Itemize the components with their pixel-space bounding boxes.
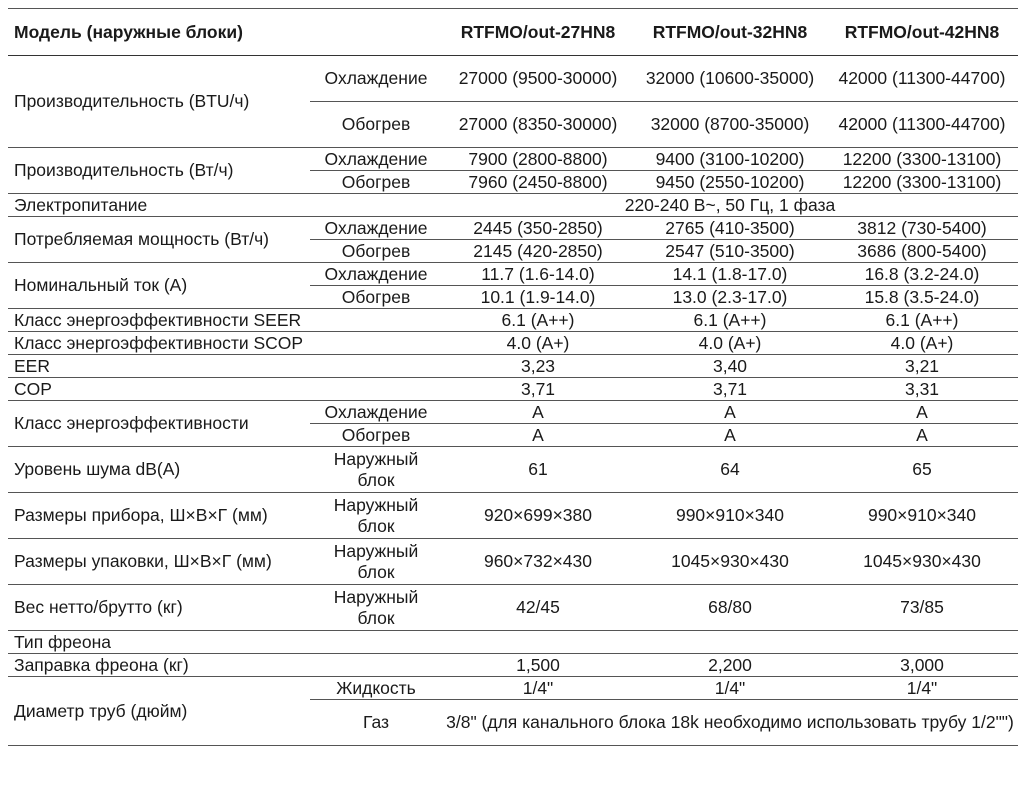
- table-row: [8, 631, 1018, 654]
- row-label-seer: Класс энергоэффективности SEER: [14, 309, 302, 330]
- value-cell: 4.0 (А+): [698, 332, 762, 353]
- spec-table: [8, 8, 1018, 746]
- value-cell: 27000 (9500-30000): [458, 68, 618, 88]
- value-cell: 13.0 (2.3-17.0): [672, 286, 788, 307]
- mode-label: Охлаждение: [324, 68, 428, 88]
- model-header: Модель (наружные блоки): [14, 21, 243, 42]
- header-row: [8, 9, 1018, 56]
- value-cell: 1/4": [906, 677, 938, 698]
- value-cell: 73/85: [900, 597, 944, 617]
- table-row: [8, 401, 1018, 424]
- value-cell: 6.1 (А++): [501, 309, 575, 330]
- mode-label: Обогрев: [341, 286, 411, 307]
- value-cell: 3,000: [900, 654, 944, 675]
- mode-label: Охлаждение: [324, 148, 428, 169]
- mode-label: Обогрев: [341, 240, 411, 261]
- value-cell: 15.8 (3.5-24.0): [864, 286, 980, 307]
- value-cell: 2445 (350-2850): [473, 217, 603, 238]
- value-cell-empty: [442, 631, 1018, 654]
- row-label-cop: COP: [14, 378, 52, 399]
- value-cell: 2547 (510-3500): [665, 240, 795, 261]
- table-row: [8, 447, 1018, 493]
- mode-label: Обогрев: [341, 171, 411, 192]
- value-cell: А: [724, 424, 736, 445]
- value-cell: А: [532, 401, 544, 422]
- mode-label: Обогрев: [341, 114, 411, 134]
- value-cell: 6.1 (А++): [885, 309, 959, 330]
- mode-label: Охлаждение: [324, 263, 428, 284]
- table-row: [8, 585, 1018, 631]
- value-cell: 3,71: [520, 378, 556, 399]
- row-label-energy-class: Класс энергоэффективности: [14, 413, 249, 433]
- mode-label: Газ: [362, 712, 390, 732]
- row-label-dims-pack: Размеры упаковки, Ш×В×Г (мм): [14, 551, 272, 571]
- value-cell: 10.1 (1.9-14.0): [480, 286, 596, 307]
- value-cell: 3,40: [712, 355, 748, 376]
- mode-label: Обогрев: [341, 424, 411, 445]
- value-cell: 3,21: [904, 355, 940, 376]
- value-cell: 4.0 (А+): [506, 332, 570, 353]
- table-row: [8, 56, 1018, 102]
- value-cell: 1045×930×430: [671, 551, 789, 571]
- value-cell: 3812 (730-5400): [857, 217, 987, 238]
- table-row: [8, 217, 1018, 240]
- value-cell: 42/45: [516, 597, 560, 617]
- value-cell: А: [532, 424, 544, 445]
- value-cell: 42000 (11300-44700): [838, 68, 1006, 88]
- unit-header-32: RTFMO/out-32HN8: [652, 21, 808, 42]
- value-cell: 7960 (2450-8800): [468, 171, 608, 192]
- value-cell: 27000 (8350-30000): [458, 114, 618, 134]
- value-cell: 1/4": [522, 677, 554, 698]
- table-row: [8, 355, 1018, 378]
- unit-header-27: RTFMO/out-27HN8: [460, 21, 616, 42]
- value-cell: 12200 (3300-13100): [842, 148, 1002, 169]
- table-row: [8, 493, 1018, 539]
- value-cell: 960×732×430: [483, 551, 593, 571]
- row-label-pipes: Диаметр труб (дюйм): [14, 700, 188, 721]
- row-label-eer: EER: [14, 355, 50, 376]
- value-cell: 14.1 (1.8-17.0): [672, 263, 788, 284]
- value-cell: 65: [912, 459, 932, 479]
- value-cell: А: [916, 424, 928, 445]
- value-cell: 7900 (2800-8800): [468, 148, 608, 169]
- value-cell: 68/80: [708, 597, 752, 617]
- value-cell: 3,23: [520, 355, 556, 376]
- table-row: [8, 309, 1018, 332]
- table-row: [8, 148, 1018, 171]
- row-label-power-supply: Электропитание: [14, 194, 148, 215]
- mode-label: Жидкость: [336, 677, 416, 698]
- row-label-scop: Класс энергоэффективности SCOP: [14, 332, 304, 353]
- value-cell: 990×910×340: [675, 505, 785, 525]
- mode-label: Наружный блок: [333, 540, 419, 582]
- mode-label: Наружный блок: [333, 586, 419, 628]
- row-label-dims-unit: Размеры прибора, Ш×В×Г (мм): [14, 505, 268, 525]
- row-label-noise: Уровень шума dB(A): [14, 459, 181, 479]
- row-label-cap-btu: Производительность (BTU/ч): [14, 91, 250, 111]
- value-cell: 11.7 (1.6-14.0): [481, 263, 595, 284]
- table-row: [8, 654, 1018, 677]
- value-cell: 220-240 В~, 50 Гц, 1 фаза: [624, 194, 836, 215]
- row-label-cap-w: Производительность (Вт/ч): [14, 160, 234, 180]
- value-cell: 2145 (420-2850): [473, 240, 603, 261]
- value-cell: 32000 (10600-35000): [645, 68, 815, 88]
- table-row: [8, 194, 1018, 217]
- mode-label: Охлаждение: [324, 401, 428, 422]
- table-row: [8, 378, 1018, 401]
- row-label-current: Номинальный ток (А): [14, 275, 188, 295]
- row-label-weight: Вес нетто/брутто (кг): [14, 597, 183, 617]
- value-cell: 1045×930×430: [863, 551, 981, 571]
- row-label-refrigerant-type: Тип фреона: [14, 631, 112, 652]
- value-cell: 4.0 (А+): [890, 332, 954, 353]
- row-label-consumption: Потребляемая мощность (Вт/ч): [14, 229, 270, 249]
- value-cell: А: [724, 401, 736, 422]
- mode-label: Наружный блок: [333, 448, 419, 490]
- value-cell: 9400 (3100-10200): [655, 148, 805, 169]
- value-cell: 9450 (2550-10200): [655, 171, 805, 192]
- value-cell: 3,71: [712, 378, 748, 399]
- table-row: [8, 263, 1018, 286]
- value-cell: 16.8 (3.2-24.0): [864, 263, 980, 284]
- value-cell: 920×699×380: [483, 505, 593, 525]
- value-cell: 2765 (410-3500): [665, 217, 795, 238]
- value-cell: 3/8" (для канального блока 18k необходимо использовать трубу 1/2""): [446, 712, 1014, 732]
- unit-header-42: RTFMO/out-42HN8: [844, 21, 1000, 42]
- table-row: [8, 539, 1018, 585]
- value-cell: 12200 (3300-13100): [842, 171, 1002, 192]
- table-row: [8, 677, 1018, 700]
- mode-label: Охлаждение: [324, 217, 428, 238]
- row-label-refrigerant-charge: Заправка фреона (кг): [14, 654, 189, 675]
- mode-label: Наружный блок: [333, 494, 419, 536]
- value-cell: 32000 (8700-35000): [650, 114, 810, 134]
- value-cell: 61: [528, 459, 548, 479]
- value-cell: 42000 (11300-44700): [838, 114, 1006, 134]
- value-cell: 3686 (800-5400): [857, 240, 987, 261]
- value-cell: 2,200: [708, 654, 752, 675]
- value-cell: 3,31: [904, 378, 940, 399]
- value-cell: 990×910×340: [867, 505, 977, 525]
- value-cell: 6.1 (А++): [693, 309, 767, 330]
- table-row: [8, 332, 1018, 355]
- value-cell: А: [916, 401, 928, 422]
- value-cell: 1,500: [516, 654, 560, 675]
- value-cell: 1/4": [714, 677, 746, 698]
- value-cell: 64: [720, 459, 740, 479]
